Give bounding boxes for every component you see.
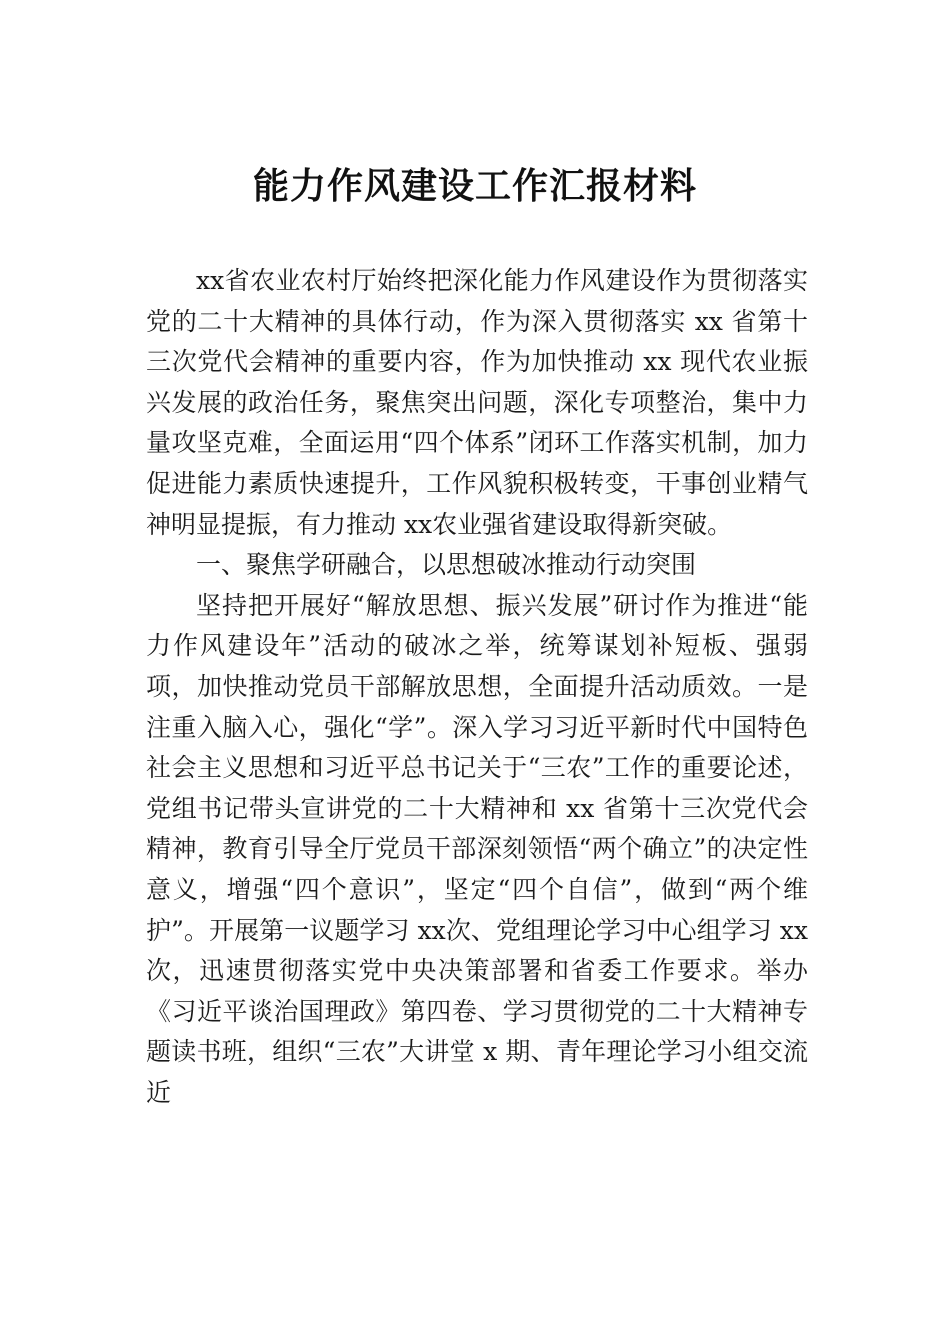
- document-title: 能力作风建设工作汇报材料: [252, 165, 697, 207]
- section-heading: 一、聚焦学研融合，以思想破冰推动行动突围: [196, 550, 697, 580]
- intro-paragraph: xx省农业农村厅始终把深化能力作风建设作为贯彻落实党的二十大精神的具体行动，作为深入贯彻落实 xx 省第十三次党代会精神的重要内容，作为加快推动 xx 现代农业振兴发展的政治任务，聚焦突出问题，深化专项整治，集中力量攻坚克难，全面运用“四个体系”闭环工作落实机制，加力促进能力素质快速提升，工作风貌积极转变，干事创业精气神明显提振，有力推动 xx农业强省建设取得新突破。: [146, 266, 808, 539]
- section-paragraph: 坚持把开展好“解放思想、振兴发展”研讨作为推进“能力作风建设年”活动的破冰之举，统筹谋划补短板、强弱项，加快推动党员干部解放思想，全面提升活动质效。一是注重入脑入心，强化“学”。深入学习习近平新时代中国特色社会主义思想和习近平总书记关于“三农”工作的重要论述，党组书记带头宣讲党的二十大精神和 xx 省第十三次党代会精神，教育引导全厅党员干部深刻领悟“两个确立”的决定性意义，增强“四个意识”，坚定“四个自信”，做到“两个维护”。开展第一议题学习 xx次、党组理论学习中心组学习 xx次，迅速贯彻落实党中央决策部署和省委工作要求。举办《习近平谈治国理政》第四卷、学习贯彻党的二十大精神专题读书班，组织“三农”大讲堂 x 期、青年理论学习小组交流近: [146, 590, 808, 1107]
- document-body: [146, 261, 808, 1113]
